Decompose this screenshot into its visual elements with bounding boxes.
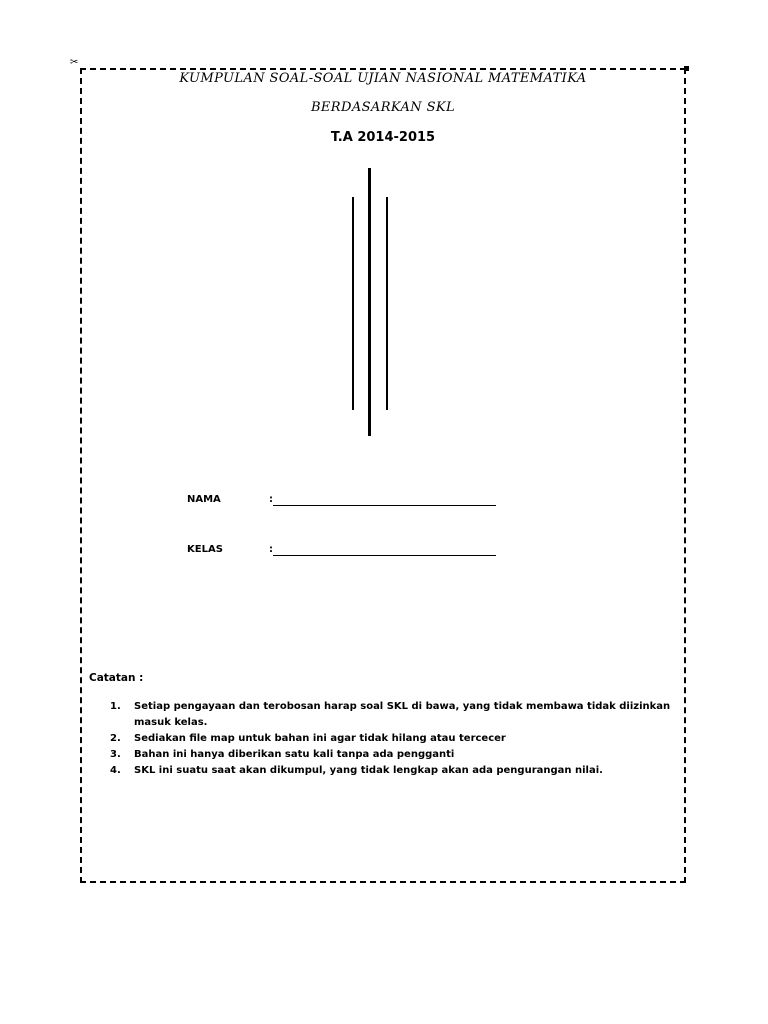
nama-field[interactable] — [273, 505, 496, 506]
list-text: Sediakan file map untuk bahan ini agar tidak hilang atau tercecer — [134, 733, 506, 744]
list-item — [110, 763, 680, 779]
list-number: 4. — [110, 765, 121, 776]
nama-label: NAMA — [187, 494, 221, 505]
notes-heading: Catatan : — [89, 672, 144, 684]
document-title: KUMPULAN SOAL-SOAL UJIAN NASIONAL MATEMATIKA — [179, 71, 587, 86]
decorative-line-center — [368, 168, 371, 436]
scissors-icon: ✂ — [70, 57, 79, 68]
kelas-field[interactable] — [273, 555, 496, 556]
decorative-line-left — [352, 197, 354, 410]
list-item — [110, 731, 680, 747]
list-text: Setiap pengayaan dan terobosan harap soal SKL di bawa, yang tidak membawa tidak diizinkan masuk kelas. — [134, 701, 671, 728]
academic-year: T.A 2014-2015 — [330, 130, 436, 145]
list-item — [110, 747, 680, 763]
decorative-line-right — [386, 197, 388, 410]
kelas-label: KELAS — [187, 544, 223, 555]
kelas-colon: : — [269, 544, 273, 555]
list-text: SKL ini suatu saat akan dikumpul, yang tidak lengkap akan ada pengurangan nilai. — [134, 765, 603, 776]
nama-colon: : — [269, 494, 273, 505]
list-number: 2. — [110, 733, 121, 744]
list-number: 1. — [110, 701, 121, 712]
list-number: 3. — [110, 749, 121, 760]
notes-list — [110, 699, 680, 779]
list-item — [110, 699, 680, 731]
list-text: Bahan ini hanya diberikan satu kali tanpa ada pengganti — [134, 749, 455, 760]
document-subtitle: BERDASARKAN SKL — [310, 100, 456, 115]
